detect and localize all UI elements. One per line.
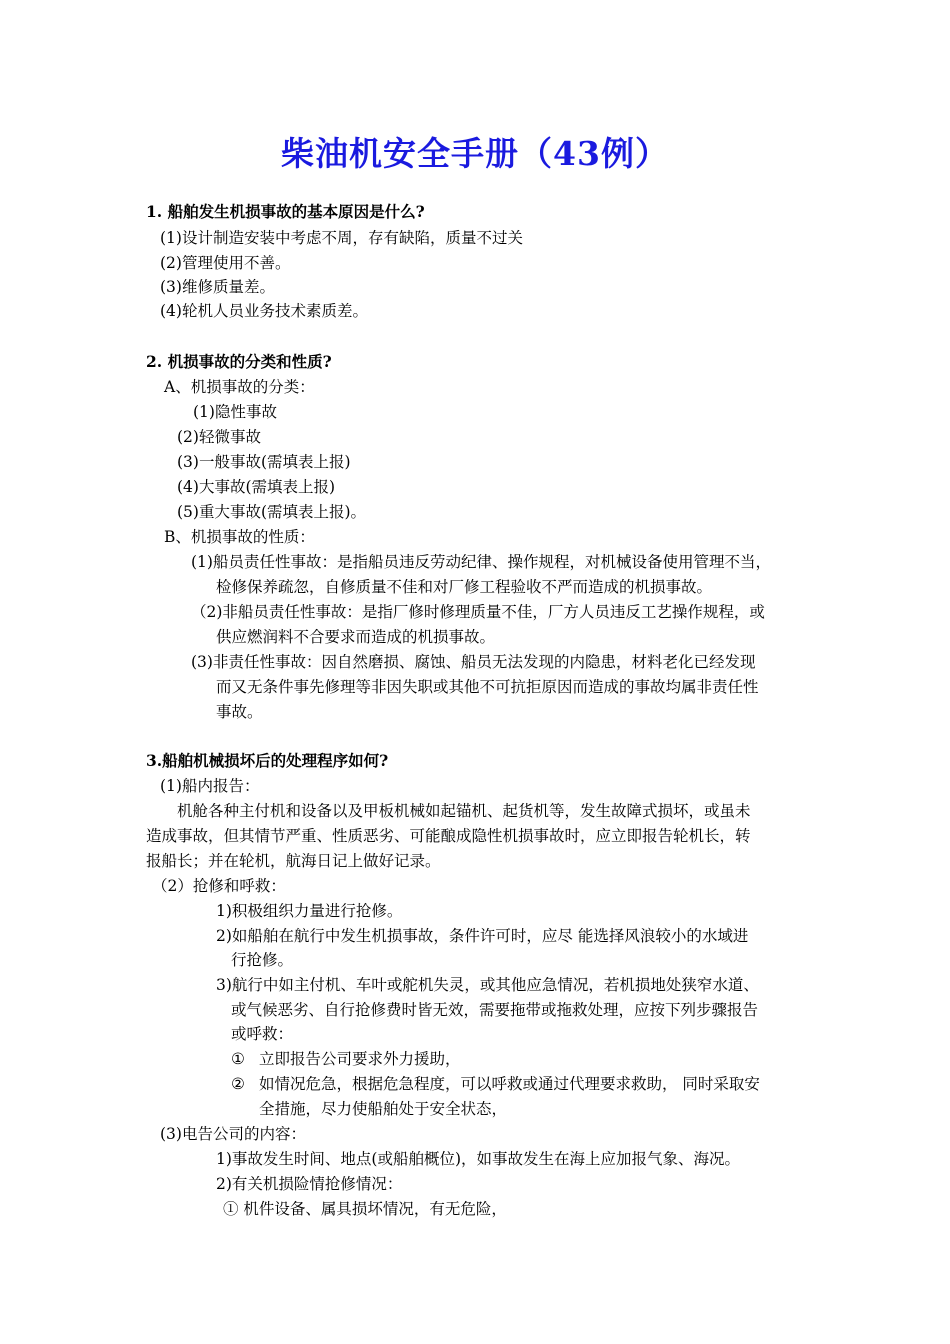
question-3-heading: 3.船舶机械损坏后的处理程序如何? xyxy=(146,751,389,770)
paragraph-line: 机舱各种主付机和设备以及甲板机械如起锚机、起货机等，发生故障式损坏，或虽未 xyxy=(177,802,751,820)
paragraph-line: 如情况危急，根据危急程度，可以呼救或通过代理要求救助， 同时采取安 xyxy=(259,1075,760,1093)
list-item: 2)有关机损险情抢修情况： xyxy=(216,1175,403,1193)
paragraph-line: (3)非责任性事故：因自然磨损、腐蚀、船员无法发现的内隐患，材料老化已经发现 xyxy=(191,653,756,671)
subsection-label: (1)船内报告： xyxy=(160,777,260,795)
subsection-label: (3)电告公司的内容： xyxy=(160,1125,306,1143)
question-1-heading: 1. 船舶发生机损事故的基本原因是什么? xyxy=(146,202,425,221)
paragraph-line: 检修保养疏忽，自修质量不佳和对厂修工程验收不严而造成的机损事故。 xyxy=(216,578,713,596)
list-item: (1)设计制造安装中考虑不周，存有缺陷，质量不过关 xyxy=(160,229,523,247)
paragraph-line: 2)如船舶在航行中发生机损事故，条件许可时，应尽 能选择风浪较小的水域进 xyxy=(216,927,749,945)
paragraph-line: 或呼救： xyxy=(231,1025,294,1043)
list-item: ① 机件设备、属具损坏情况，有无危险， xyxy=(223,1200,507,1218)
section-b-label: B、机损事故的性质： xyxy=(164,528,315,546)
list-item: (2)管理使用不善。 xyxy=(160,254,291,272)
list-item: (3)维修质量差。 xyxy=(160,278,275,296)
question-2-heading: 2. 机损事故的分类和性质? xyxy=(146,352,332,371)
paragraph-line: 报船长；并在轮机，航海日记上做好记录。 xyxy=(146,852,441,870)
list-item: 1)事故发生时间、地点(或船舶概位)，如事故发生在海上应加报气象、海况。 xyxy=(216,1150,741,1168)
circled-number-2: ② xyxy=(231,1075,245,1093)
section-a-label: A、机损事故的分类： xyxy=(164,378,315,396)
circled-number-1: ① xyxy=(231,1050,245,1068)
paragraph-line: （2)非船员责任性事故：是指厂修时修理质量不佳，厂方人员违反工艺操作规程，或 xyxy=(191,603,765,621)
list-item: (4)轮机人员业务技术素质差。 xyxy=(160,302,368,320)
paragraph-line: 行抢修。 xyxy=(231,951,294,969)
paragraph-line: 事故。 xyxy=(216,703,263,721)
list-item: 1)积极组织力量进行抢修。 xyxy=(216,902,403,920)
page-title: 柴油机安全手册（43例） xyxy=(281,134,669,173)
list-item: (1)隐性事故 xyxy=(193,403,277,421)
list-item: (4)大事故(需填表上报) xyxy=(177,478,336,496)
subsection-label: （2）抢修和呼救： xyxy=(152,877,286,895)
paragraph-line: (1)船员责任性事故：是指船员违反劳动纪律、操作规程，对机械设备使用管理不当， xyxy=(191,553,771,571)
paragraph-line: 造成事故，但其情节严重、性质恶劣、可能酿成隐性机损事故时，应立即报告轮机长，转 xyxy=(146,827,751,845)
paragraph-line: 3)航行中如主付机、车叶或舵机失灵，或其他应急情况，若机损地处狭窄水道、 xyxy=(216,976,759,994)
paragraph-line: 而又无条件事先修理等非因失职或其他不可抗拒原因而造成的事故均属非责任性 xyxy=(216,678,759,696)
list-item: (2)轻微事故 xyxy=(177,428,261,446)
paragraph-line: 供应燃润料不合要求而造成的机损事故。 xyxy=(216,628,496,646)
paragraph-line: 全措施，尽力使船舶处于安全状态， xyxy=(259,1100,508,1118)
list-item: (5)重大事故(需填表上报)。 xyxy=(177,503,367,521)
paragraph-line: 或气候恶劣、自行抢修费时皆无效，需要拖带或拖救处理，应按下列步骤报告 xyxy=(231,1001,759,1019)
list-item: (3)一般事故(需填表上报) xyxy=(177,453,351,471)
paragraph-line: 立即报告公司要求外力援助， xyxy=(259,1050,461,1068)
